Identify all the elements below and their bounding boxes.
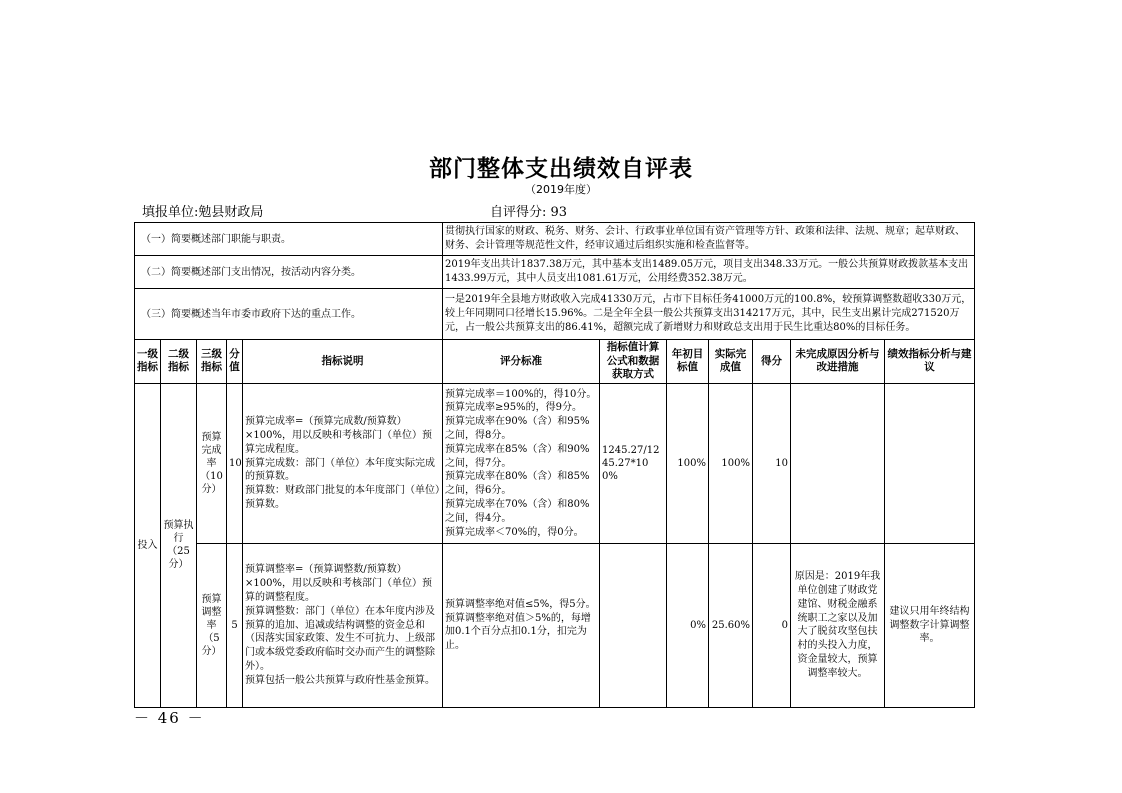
cell-points: 10: [227, 383, 243, 543]
cell-description: [243, 543, 443, 707]
column-header-score: 得分: [753, 340, 791, 384]
reporting-unit: 填报单位:勉县财政局: [142, 205, 264, 220]
description-text: 预算完成率=（预算完成数/预算数）×100%，用以反映和考核部门（单位）预算完成程度。 预算完成数：部门（单位）本年度实际完成的预算数。 预算数：财政部门批复的本年度部门（单位）预算数。: [245, 416, 440, 510]
cell-points: 5: [227, 543, 243, 707]
self-evaluation-score: 自评得分: 93: [490, 205, 568, 220]
cell-formula: 1245.27/1245.27*100%: [600, 383, 667, 543]
criteria-text: 预算完成率＝100%的，得10分。 预算完成率≥95%的，得9分。 预算完成率在90%（含）和95%之间，得8分。 预算完成率在85%（含）和90%之间，得7分。 预算完成率在80%（含）和85%之间，得6分。 预算完成率在70%（含）和80%之间，得4分。 预算完成率＜70%的，得0分。: [445, 388, 597, 538]
cell-level3: 预算调整率（5分）: [197, 543, 227, 707]
cell-advice: [885, 383, 975, 543]
cell-score: 10: [753, 383, 791, 543]
column-header-level3: 三级指标: [197, 340, 227, 384]
cell-score: 0: [753, 543, 791, 707]
description-text: 预算调整率=（预算调整数/预算数）×100%，用以反映和考核部门（单位）预算的调整程度。 预算调整数：部门（单位）在本年度内涉及预算的追加、追减或结构调整的资金总和（因落实国家政策、发生不可抗力、上级部门或本级党委政府临时交办而产生的调整除外）。 预算包括一般公共预算与政府性基金预算。: [245, 564, 435, 686]
cell-target: 0%: [667, 543, 709, 707]
summary-label: （二）简要概述部门支出情况，按活动内容分类。: [135, 256, 443, 289]
cell-advice: 建议只用年终结构调整数字计算调整率。: [885, 543, 975, 707]
column-header-points: 分值: [227, 340, 243, 384]
cell-analysis: [791, 383, 885, 543]
summary-content: 一是2019年全县地方财政收入完成41330万元，占市下目标任务41000万元的100.8%，较预算调整数超收330万元，较上年同期同口径增长15.96%。二是全年全县一般公共预算支出314217万元，其中，民生支出累计完成271520万元，占一般公共预算支出的86.41%，超额完成了新增财力和财政总支出用于民生比重达80%的目标任务。: [443, 289, 975, 340]
summary-label: （三）简要概述当年市委市政府下达的重点工作。: [135, 289, 443, 340]
column-header-level1: 一级指标: [135, 340, 161, 384]
column-header-criteria: 评分标准: [443, 340, 600, 384]
page-subtitle: （2019年度）: [525, 183, 597, 196]
cell-actual: 100%: [709, 383, 753, 543]
cell-criteria: [443, 543, 600, 707]
cell-description: [243, 383, 443, 543]
column-header-target: 年初目标值: [667, 340, 709, 384]
cell-level1: 投入: [135, 383, 161, 707]
summary-label: （一）简要概述部门职能与职责。: [135, 223, 443, 256]
summary-content: 2019年支出共计1837.38万元，其中基本支出1489.05万元，项目支出348.33万元。一般公共预算财政拨款基本支出1433.99万元，其中人员支出1081.61万元，公用经费352.38万元。: [443, 256, 975, 289]
column-header-description: 指标说明: [243, 340, 443, 384]
cell-level3: 预算完成率（10分）: [197, 383, 227, 543]
cell-actual: 25.60%: [709, 543, 753, 707]
column-header-advice: 绩效指标分析与建议: [885, 340, 975, 384]
table-row: [135, 383, 975, 543]
criteria-text: 预算调整率绝对值≤5%，得5分。 预算调整率绝对值＞5%的，每增加0.1个百分点扣0.1分，扣完为止。: [445, 598, 596, 652]
column-header-formula: 指标值计算公式和数据获取方式: [600, 340, 667, 384]
column-header-actual: 实际完成值: [709, 340, 753, 384]
summary-content: 贯彻执行国家的财政、税务、财务、会计、行政事业单位国有资产管理等方针、政策和法律、法规、规章；起草财政、财务、会计管理等规范性文件，经审议通过后组织实施和检查监督等。: [443, 223, 975, 256]
column-header-level2: 二级指标: [161, 340, 197, 384]
table-row: [135, 543, 975, 707]
page-title: 部门整体支出绩效自评表: [429, 156, 693, 182]
cell-formula: [600, 543, 667, 707]
summary-row: [135, 223, 975, 256]
page-number: － 46 －: [134, 709, 205, 727]
column-header-row: [135, 340, 975, 384]
cell-level2: 预算执行（25分）: [161, 383, 197, 707]
cell-target: 100%: [667, 383, 709, 543]
column-header-analysis: 未完成原因分析与改进措施: [791, 340, 885, 384]
evaluation-table: [134, 222, 975, 708]
summary-row: [135, 289, 975, 340]
cell-analysis: 原因是：2019年我单位创建了财政党建馆、财税金融系统职工之家以及加大了脱贫攻坚包扶村的头投入力度，资金量较大，预算调整率较大。: [791, 543, 885, 707]
cell-criteria: [443, 383, 600, 543]
summary-row: [135, 256, 975, 289]
